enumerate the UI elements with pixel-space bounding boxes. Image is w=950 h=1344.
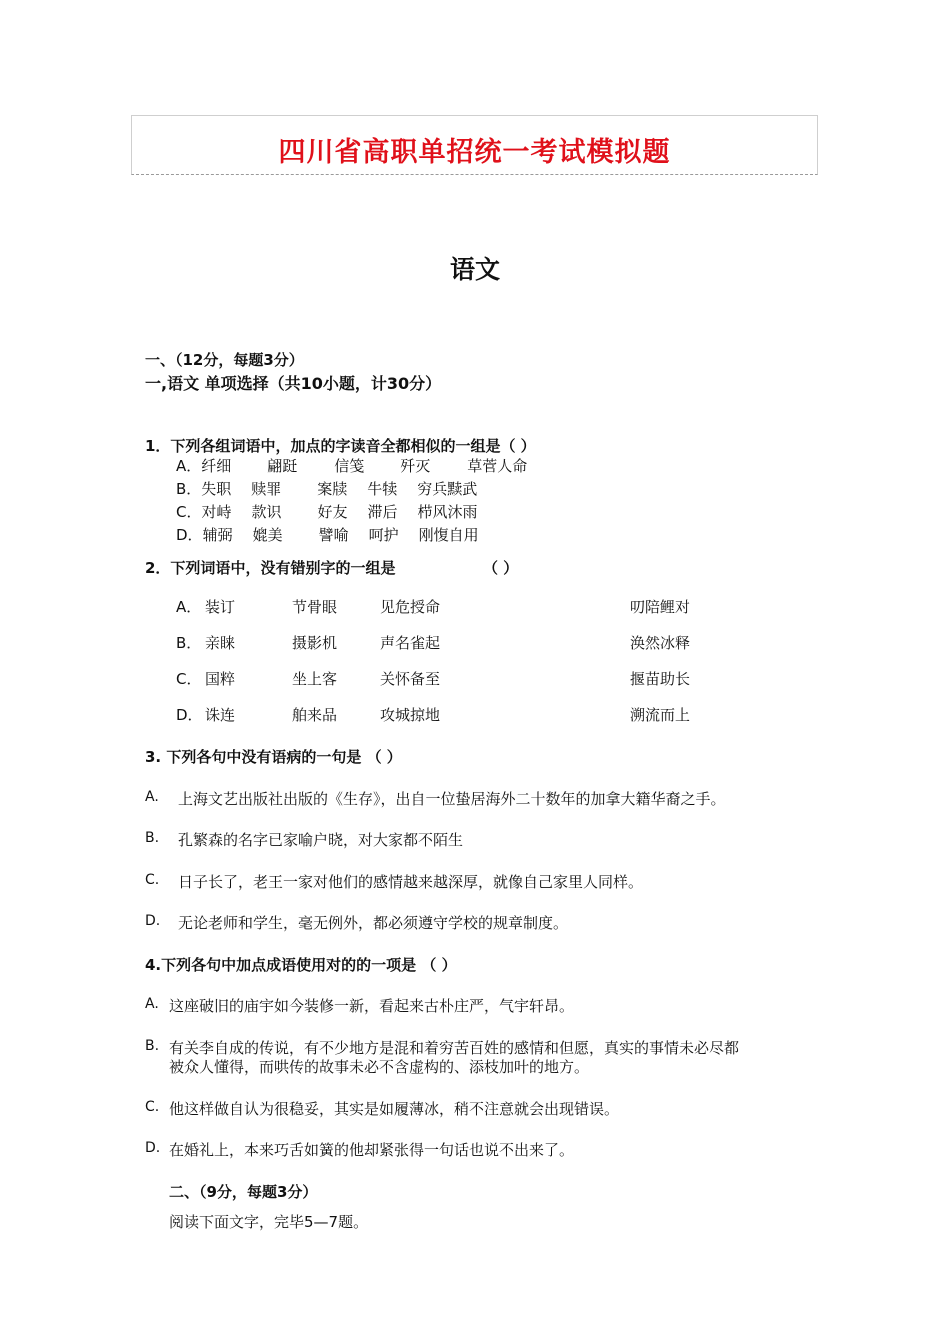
q3-option-c-text: 日子长了，老王一家对他们的感情越来越深厚，就像自己家里人同样。 <box>178 873 644 891</box>
q3-option-d-label: D. <box>145 913 161 929</box>
q3-option-a-text: 上海文艺出版社出版的《生存》，出自一位蛰居海外二十数年的加拿大籍华裔之手。 <box>178 790 726 808</box>
q3-option-a-label: A. <box>145 789 159 805</box>
q2-option-b-word1: 亲睐 <box>205 634 236 652</box>
q2-option-c-word1: 国粹 <box>205 670 236 688</box>
q4-option-b-text: 有关李自成的传说，有不少地方是混和着穷苦百姓的感情和但愿，真实的事情未必尽都 <box>169 1039 740 1057</box>
subject-title: 语文 <box>449 255 500 284</box>
q2-option-d-word3: 攻城掠地 <box>380 706 441 724</box>
q4-option-d-label: D. <box>145 1140 161 1156</box>
section2-instruction: 阅读下面文字，完毕5—7题。 <box>169 1213 369 1231</box>
q4-option-b-text-line2: 被众人懂得，而哄传的故事未必不含虚构的、添枝加叶的地方。 <box>169 1058 590 1076</box>
q4-option-b-label: B. <box>145 1038 160 1054</box>
section2-heading: 二、（9分，每题3分） <box>169 1183 318 1201</box>
q2-option-c-word4: 揠苗助长 <box>630 670 691 688</box>
q2-option-d-word1: 诛连 <box>205 706 236 724</box>
q3-option-b-text: 孔繁森的名字已家喻户晓，对大家都不陌生 <box>178 831 464 849</box>
q2-option-a-word2: 节骨眼 <box>292 598 338 616</box>
q4-option-a-label: A. <box>145 996 159 1012</box>
q2-option-b-word3: 声名雀起 <box>380 634 441 652</box>
q4-option-c-label: C. <box>145 1099 160 1115</box>
section1-subheading: 一,语文 单项选择（共10小题，计30分） <box>145 374 442 393</box>
q2-option-b-label: B． <box>176 634 202 652</box>
q2-option-c-label: C． <box>176 670 202 688</box>
q1-stem: 1．下列各组词语中，加点的字读音全都相似的一组是（ ） <box>145 437 536 455</box>
q2-option-b-word4: 涣然冰释 <box>630 634 691 652</box>
q2-answer-paren: （ ） <box>483 559 519 577</box>
q4-stem: 4.下列各句中加点成语使用对的的一项是 （ ） <box>145 956 457 974</box>
section1-heading: 一、（12分，每题3分） <box>145 351 304 369</box>
q4-option-a-text: 这座破旧的庙宇如今装修一新，看起来古朴庄严，气宇轩昂。 <box>169 997 575 1015</box>
q4-option-d-text: 在婚礼上，本来巧舌如簧的他却紧张得一句话也说不出来了。 <box>169 1141 575 1159</box>
q2-stem: 2．下列词语中，没有错别字的一组是 <box>145 559 396 577</box>
q1-option-d: D．辅弼 媲美 譬喻 呵护 刚愎自用 <box>176 526 479 544</box>
q1-option-a: A．纤细 翩跹 信笺 歼灭 草菅人命 <box>176 457 528 475</box>
q3-option-d-text: 无论老师和学生，毫无例外，都必须遵守学校的规章制度。 <box>178 914 569 932</box>
q2-option-c-word3: 关怀备至 <box>380 670 441 688</box>
q3-option-b-label: B. <box>145 830 160 846</box>
q1-option-b: B．失职 赎罪 案牍 牛犊 穷兵黩武 <box>176 480 478 498</box>
header-banner <box>131 115 818 175</box>
q2-option-a-word3: 见危授命 <box>380 598 441 616</box>
q1-option-c: C．对峙 款识 好友 滞后 栉风沐雨 <box>176 503 478 521</box>
q2-option-c-word2: 坐上客 <box>292 670 338 688</box>
q3-option-c-label: C. <box>145 872 160 888</box>
q2-option-a-word1: 装订 <box>205 598 236 616</box>
q2-option-a-word4: 叨陪鲤对 <box>630 598 691 616</box>
q4-option-c-text: 他这样做自认为很稳妥，其实是如履薄冰，稍不注意就会出现错误。 <box>169 1100 620 1118</box>
document-title: 四川省高职单招统一考试模拟题 <box>278 137 671 168</box>
q2-option-a-label: A． <box>176 598 202 616</box>
q2-option-d-word4: 溯流而上 <box>630 706 691 724</box>
q2-option-d-word2: 舶来品 <box>292 706 338 724</box>
q3-stem: 3. 下列各句中没有语病的一句是 （ ） <box>145 748 402 766</box>
q2-option-d-label: D． <box>176 706 203 724</box>
q2-option-b-word2: 摄影机 <box>292 634 338 652</box>
